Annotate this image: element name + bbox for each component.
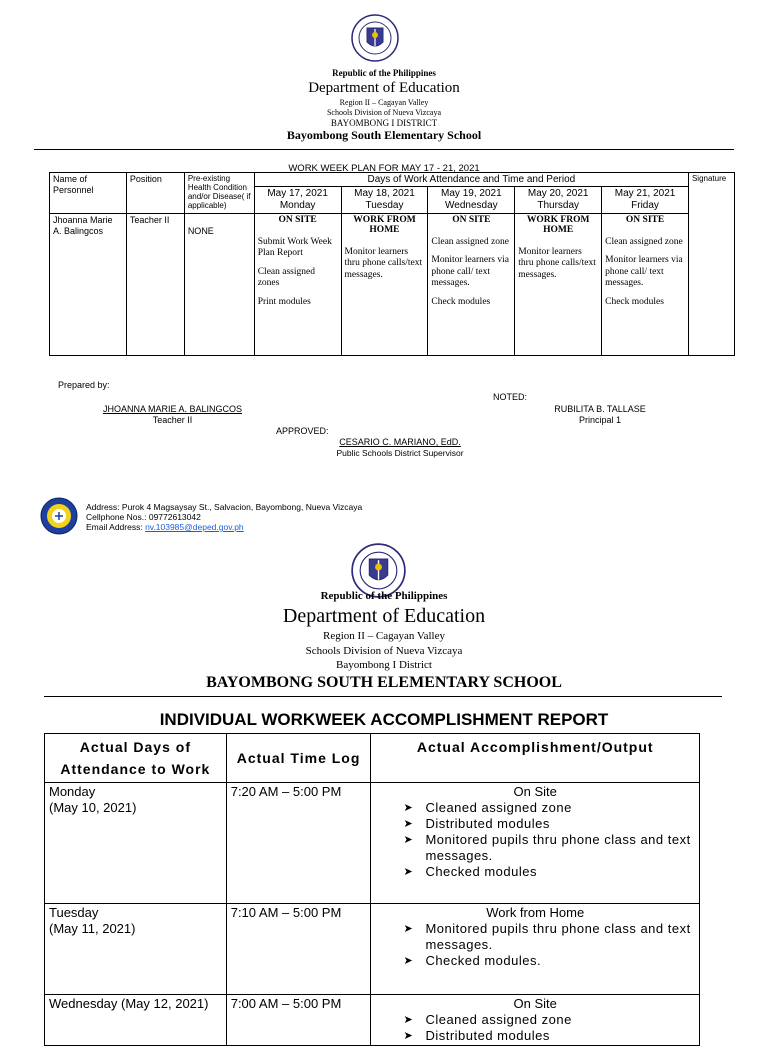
plan-cell-wednesday <box>428 214 515 356</box>
time-log: 7:20 AM – 5:00 PM <box>226 783 371 904</box>
accomplishment-cell <box>371 995 700 1046</box>
footer-address: Address: Purok 4 Magsaysay St., Salvacion, Bayombong, Nueva Vizcaya <box>86 502 363 512</box>
day-date: May 17, 2021 <box>267 188 328 199</box>
district-line: BAYOMBONG I DISTRICT <box>330 118 438 128</box>
attendance-day: Wednesday (May 12, 2021) <box>45 995 227 1046</box>
republic-line: Republic of the Philippines <box>332 68 436 78</box>
work-week-plan-table <box>49 172 735 356</box>
col-time-header: Actual Time Log <box>226 734 371 783</box>
attendance-day: Tuesday (May 11, 2021) <box>45 904 227 995</box>
list-item: ➤ Distributed modules <box>375 1028 695 1044</box>
school-name-2: BAYOMBONG SOUTH ELEMENTARY SCHOOL <box>206 674 562 691</box>
school-logo <box>40 497 78 535</box>
footer-cellphone: Cellphone Nos.: 09772613042 <box>86 512 201 522</box>
work-mode: ON SITE <box>625 215 665 225</box>
header-name: Name of Personnel <box>50 173 127 214</box>
day-date: May 18, 2021 <box>354 188 415 199</box>
work-mode: ON SITE <box>452 215 491 225</box>
region-line: Region II – Cagayan Valley <box>339 98 429 107</box>
personnel-health: NONE <box>184 214 254 356</box>
plan-item: Monitor learners via phone call/ text messages. <box>431 255 509 288</box>
table-row <box>45 995 700 1046</box>
division-line-2: Schools Division of Nueva Vizcaya <box>305 645 463 657</box>
day-name: Wednesday <box>445 200 498 211</box>
footer-email-row <box>86 522 244 532</box>
plan-cell-monday <box>254 214 341 356</box>
accomplishment-report-table <box>44 733 700 1046</box>
prepared-name: JHOANNA MARIE A. BALINGCOS <box>102 404 243 414</box>
district-line-2: Bayombong I District <box>336 659 432 671</box>
day-header-1 <box>254 187 341 214</box>
plan-item: Clean assigned zones <box>257 266 315 288</box>
attendance-day: Monday (May 10, 2021) <box>45 783 227 904</box>
accomplishment-cell <box>371 904 700 995</box>
approved-label: APPROVED: <box>276 426 329 436</box>
plan-item: Monitor learners via phone call/ text messages. <box>605 255 683 288</box>
plan-item: Monitor learners thru phone calls/text messages. <box>518 246 596 280</box>
header-divider-2 <box>44 696 722 697</box>
plan-item: Submit Work Week Plan Report <box>257 236 332 258</box>
department-title: Department of Education <box>308 80 460 96</box>
plan-cell-friday <box>602 214 689 356</box>
prepared-title: Teacher II <box>152 415 193 425</box>
list-item: ➤ Checked modules <box>375 864 695 880</box>
plan-item: Check modules <box>605 296 664 307</box>
report-title: INDIVIDUAL WORKWEEK ACCOMPLISHMENT REPORT <box>159 710 609 729</box>
header-health: Pre-existing Health Condition and/or Disease( if applicable) <box>184 173 254 214</box>
footer-email-link[interactable]: nv.103985@deped.gov.ph <box>145 522 244 532</box>
work-mode: On Site <box>513 784 557 799</box>
department-title-2: Department of Education <box>282 605 486 627</box>
list-item: ➤ Distributed modules <box>375 816 695 832</box>
table-row <box>45 783 700 904</box>
header-signature: Signature <box>688 173 734 356</box>
time-log: 7:10 AM – 5:00 PM <box>226 904 371 995</box>
work-mode: WORK FROM HOME <box>526 215 590 235</box>
col-days-header: Actual Days of Attendance to Work <box>45 734 227 783</box>
header-divider <box>34 149 734 150</box>
noted-label: NOTED: <box>493 392 528 402</box>
time-log: 7:00 AM – 5:00 PM <box>226 995 371 1046</box>
plan-title: WORK WEEK PLAN FOR MAY 17 - 21, 2021 <box>288 163 480 174</box>
day-date: May 21, 2021 <box>614 188 676 199</box>
work-mode: On Site <box>513 996 557 1011</box>
republic-line-2: Republic of the Philippines <box>320 590 448 602</box>
plan-item: Print modules <box>257 296 311 307</box>
plan-item: Clean assigned zone <box>431 236 509 247</box>
plan-cell-tuesday <box>341 214 428 356</box>
approved-title: Public Schools District Supervisor <box>336 448 464 458</box>
plan-item: Check modules <box>431 296 491 307</box>
day-header-3 <box>428 187 515 214</box>
day-date: May 20, 2021 <box>527 188 589 199</box>
school-name: Bayombong South Elementary School <box>286 128 482 142</box>
list-item: ➤ Monitored pupils thru phone class and text messages. <box>375 921 695 953</box>
day-header-5 <box>602 187 689 214</box>
day-header-4 <box>515 187 602 214</box>
list-item: ➤ Cleaned assigned zone <box>375 800 695 816</box>
division-line: Schools Division of Nueva Vizcaya <box>326 108 441 117</box>
approved-name: CESARIO C. MARIANO, EdD. <box>339 437 461 447</box>
col-output-header: Actual Accomplishment/Output <box>371 734 700 783</box>
list-item: ➤ Monitored pupils thru phone class and text messages. <box>375 832 695 864</box>
plan-cell-thursday <box>515 214 602 356</box>
day-name: Thursday <box>537 200 580 211</box>
day-date: May 19, 2021 <box>441 188 502 199</box>
deped-seal-top <box>351 14 399 62</box>
day-name: Monday <box>279 200 316 211</box>
noted-name: RUBILITA B. TALLASE <box>554 404 646 414</box>
work-mode: Work from Home <box>486 905 585 920</box>
plan-item: Monitor learners thru phone calls/text messages. <box>344 246 423 280</box>
list-item: ➤ Cleaned assigned zone <box>375 1012 695 1028</box>
work-mode: ON SITE <box>278 215 317 225</box>
personnel-position: Teacher II <box>126 214 184 356</box>
day-name: Tuesday <box>365 200 404 211</box>
work-mode: WORK FROM HOME <box>353 215 416 235</box>
header-position: Position <box>126 173 184 214</box>
prepared-by-label: Prepared by: <box>58 380 110 390</box>
footer-email-label: Email Address: <box>86 522 146 532</box>
header-days-span: Days of Work Attendance and Time and Period <box>254 173 688 187</box>
day-header-2 <box>341 187 428 214</box>
plan-item: Clean assigned zone <box>605 236 683 247</box>
list-item: ➤ Checked modules. <box>375 953 695 969</box>
region-line-2: Region II – Cagayan Valley <box>323 630 445 642</box>
noted-title: Principal 1 <box>578 415 622 425</box>
personnel-name: Jhoanna Marie A. Balingcos <box>50 214 127 356</box>
day-name: Friday <box>631 200 659 211</box>
accomplishment-cell <box>371 783 700 904</box>
table-row <box>45 904 700 995</box>
